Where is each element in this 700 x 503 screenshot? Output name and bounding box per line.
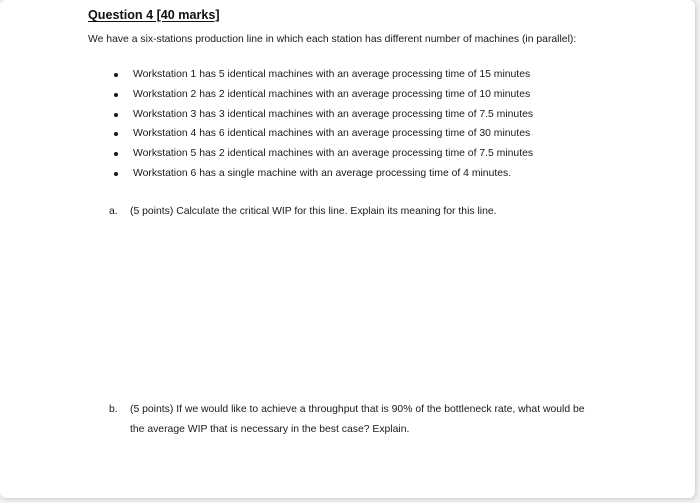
list-item bbox=[112, 164, 533, 184]
workstation-1-text: Workstation 1 has 5 identical machines with an average processing time of 15 minutes bbox=[133, 69, 531, 80]
bullet-icon bbox=[114, 113, 118, 117]
list-item bbox=[112, 65, 533, 85]
part-b-text: (5 points) If we would like to achieve a throughput that is 90% of the bottleneck rate, what would be the average WIP that is necessary in the best case? Explain. bbox=[130, 404, 585, 435]
question-intro: We have a six-stations production line in which each station has different number of machines (in parallel): bbox=[88, 34, 577, 45]
question-heading: Question 4 [40 marks] bbox=[88, 8, 220, 22]
part-a-marker: a. bbox=[109, 206, 118, 217]
bullet-icon bbox=[114, 152, 118, 156]
workstation-list bbox=[112, 65, 533, 184]
bullet-icon bbox=[114, 93, 118, 97]
list-item bbox=[112, 144, 533, 164]
bullet-icon bbox=[114, 132, 118, 136]
list-item bbox=[112, 105, 533, 125]
list-item bbox=[112, 85, 533, 105]
bullet-icon bbox=[114, 73, 118, 77]
list-item bbox=[112, 124, 533, 144]
part-b-marker: b. bbox=[109, 404, 118, 415]
workstation-3-text: Workstation 3 has 3 identical machines with an average processing time of 7.5 minutes bbox=[133, 108, 534, 120]
bullet-icon bbox=[114, 172, 118, 176]
workstation-5-text: Workstation 5 has 2 identical machines with an average processing time of 7.5 minutes bbox=[133, 148, 534, 160]
part-a-text: (5 points) Calculate the critical WIP for this line. Explain its meaning for this line. bbox=[130, 206, 497, 217]
workstation-4-text: Workstation 4 has 6 identical machines with an average processing time of 30 minutes bbox=[133, 128, 531, 140]
workstation-2-text: Workstation 2 has 2 identical machines with an average processing time of 10 minutes bbox=[133, 88, 531, 100]
workstation-6-text: Workstation 6 has a single machine with an average processing time of 4 minutes. bbox=[133, 167, 512, 179]
